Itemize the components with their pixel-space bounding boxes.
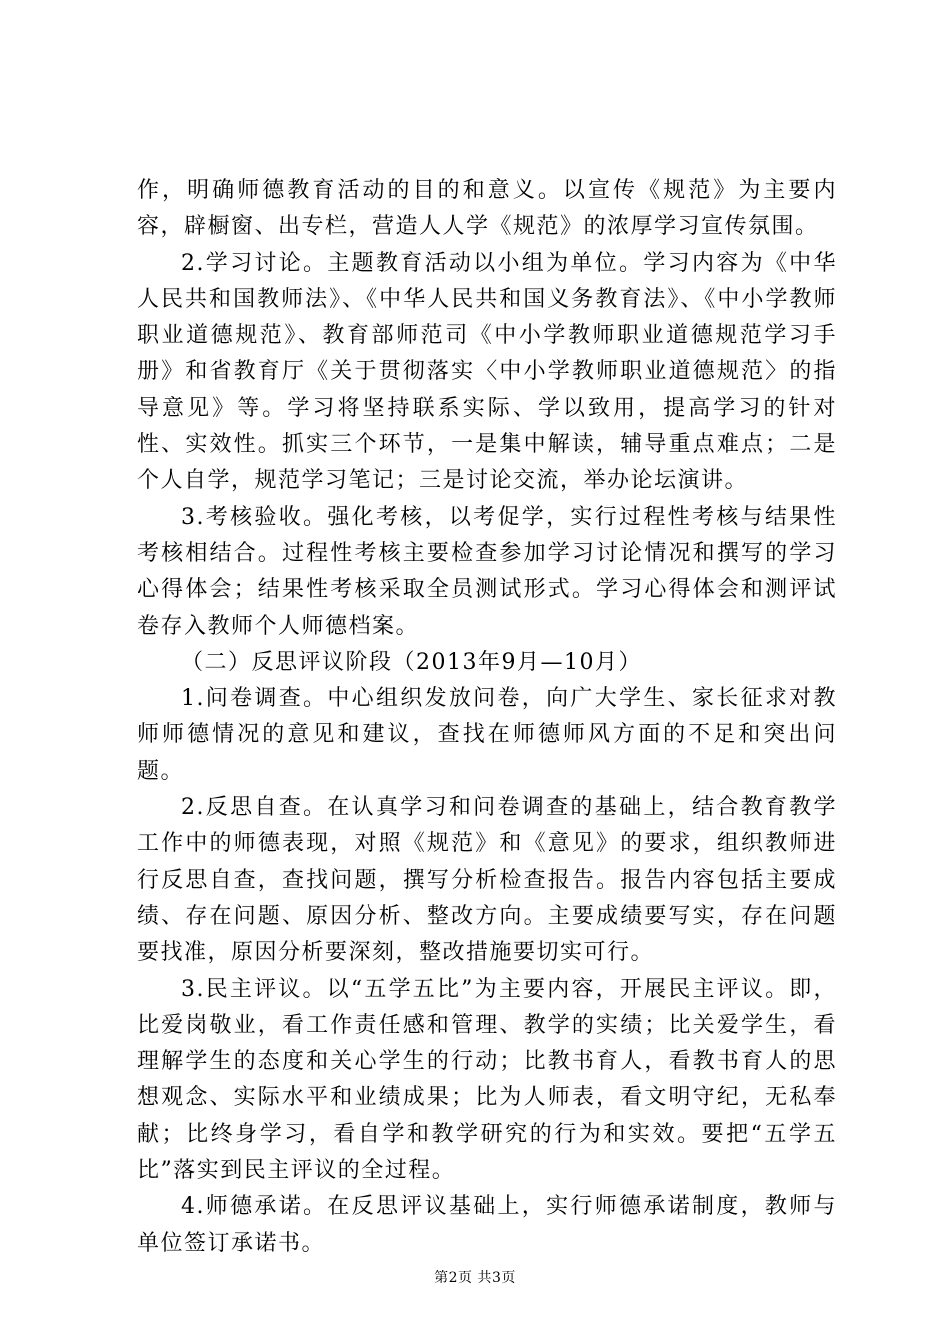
- paragraph-8: 4.师德承诺。在反思评议基础上，实行师德承诺制度，教师与单位签订承诺书。: [137, 1194, 837, 1256]
- paragraph-7: 3.民主评议。以“五学五比”为主要内容，开展民主评议。即，比爱岗敬业，看工作责任感和管理、教学的实绩；比关爱学生，看理解学生的态度和关心学生的行动；比教书育人，看教书育人的思想观念、实际水平和业绩成果；比为人师表，看文明守纪，无私奉献；比终身学习，看自学和教学研究的行为和实效。要把“五学五比”落实到民主评议的全过程。: [137, 976, 837, 1184]
- document-body: [137, 173, 837, 1262]
- page-footer: 第2页 共3页: [434, 1270, 516, 1286]
- paragraph-2: 2.学习讨论。主题教育活动以小组为单位。学习内容为《中华人民共和国教师法》、《中华人民共和国义务教育法》、《中小学教师职业道德规范》、教育部师范司《中小学教师职业道德规范学习手册》和省教育厅《关于贯彻落实〈中小学教师职业道德规范〉的指导意见》等。学习将坚持联系实际、学以致用，提高学习的针对性、实效性。抓实三个环节，一是集中解读，辅导重点难点；二是个人自学，规范学习笔记；三是讨论交流，举办论坛演讲。: [137, 250, 837, 494]
- paragraph-3: 3.考核验收。强化考核，以考促学，实行过程性考核与结果性考核相结合。过程性考核主要检查参加学习讨论情况和撰写的学习心得体会；结果性考核采取全员测试形式。学习心得体会和测评试卷存入教师个人师德档案。: [137, 504, 837, 639]
- paragraph-6: 2.反思自查。在认真学习和问卷调查的基础上，结合教育教学工作中的师德表现，对照《规范》和《意见》的要求，组织教师进行反思自查，查找问题，撰写分析检查报告。报告内容包括主要成绩、存在问题、原因分析、整改方向。主要成绩要写实，存在问题要找准，原因分析要深刻，整改措施要切实可行。: [137, 795, 837, 966]
- section-heading: （二）反思评议阶段（2013年9月—10月）: [181, 649, 642, 675]
- paragraph-5: 1.问卷调查。中心组织发放问卷，向广大学生、家长征求对教师师德情况的意见和建议，查找在师德师风方面的不足和突出问题。: [137, 686, 837, 784]
- paragraph-1: 作，明确师德教育活动的目的和意义。以宣传《规范》为主要内容，辟橱窗、出专栏，营造人人学《规范》的浓厚学习宣传氛围。: [137, 178, 837, 240]
